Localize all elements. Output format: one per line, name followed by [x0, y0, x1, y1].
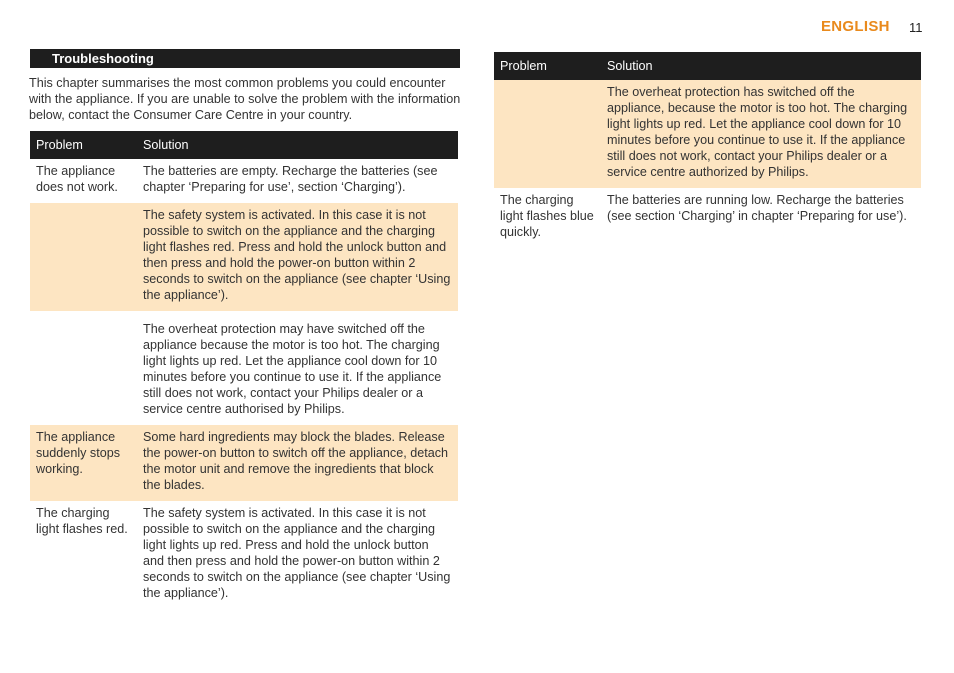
section-title-bar — [30, 49, 460, 68]
intro-paragraph: This chapter summarises the most common problems you could encounter with the appliance. If you are unable to solve the problem with the information below, contact the Consumer Care Centre in your country. — [29, 76, 461, 122]
problem-cell: The appliance suddenly stops working. — [30, 425, 137, 501]
table-row — [30, 203, 458, 311]
table-row — [30, 501, 458, 609]
problem-column-header: Problem — [494, 52, 601, 80]
table-header-row — [30, 131, 458, 159]
table-header-row — [494, 52, 921, 80]
table-row — [30, 425, 458, 501]
problem-cell — [30, 317, 137, 425]
solution-cell: The overheat protection may have switched off the appliance because the motor is too hot. The charging light lights up red. Let the appliance cool down for 10 minutes before you continue to use it. If the appliance still does not work, contact your Philips dealer or a service centre authorised by Philips. — [143, 322, 442, 416]
problem-cell — [494, 80, 601, 188]
solution-cell: The overheat protection has switched off the appliance, because the motor is too hot. The charging light lights up red. Let the appliance cool down for 10 minutes before you continue to use it. If the appliance still does not work, contact your Philips dealer or a service centre authorized by Philips. — [601, 80, 921, 188]
solution-column-header: Solution — [601, 52, 921, 80]
solution-cell: Some hard ingredients may block the blades. Release the power-on button to switch off the appliance, detach the motor unit and remove the ingredients that block the blades. — [137, 425, 458, 501]
troubleshooting-table-left — [30, 131, 458, 609]
problem-cell: The charging light flashes blue quickly. — [500, 193, 594, 239]
table-row — [30, 159, 458, 203]
solution-cell: The batteries are empty. Recharge the batteries (see chapter ‘Preparing for use’, section ‘Charging’). — [143, 164, 438, 194]
page-number: 11 — [909, 20, 923, 35]
table-row — [494, 188, 921, 248]
table-row — [30, 317, 458, 425]
solution-cell: The safety system is activated. In this case it is not possible to switch on the appliance and the charging light flashes red. Press and hold the unlock button and then press and hold the power-on button within 2 seconds to switch on the appliance (see chapter ‘Using the appliance’). — [137, 203, 458, 311]
problem-cell — [30, 203, 137, 311]
solution-cell: The safety system is activated. In this case it is not possible to switch on the appliance and the charging light lights up red. Press and hold the unlock button and then press and hold the power-on button within 2 seconds to switch on the appliance (see chapter ‘Using the appliance’). — [143, 506, 451, 600]
problem-cell: The appliance does not work. — [36, 164, 118, 194]
solution-column-header: Solution — [137, 131, 458, 159]
table-row — [494, 80, 921, 188]
language-label: ENGLISH — [821, 18, 890, 35]
problem-column-header: Problem — [30, 131, 137, 159]
problem-cell: The charging light flashes red. — [36, 506, 128, 536]
section-title: Troubleshooting — [52, 51, 154, 66]
solution-cell: The batteries are running low. Recharge the batteries (see section ‘Charging’ in chapter ‘Preparing for use’). — [607, 193, 907, 223]
troubleshooting-table-right — [494, 52, 921, 248]
